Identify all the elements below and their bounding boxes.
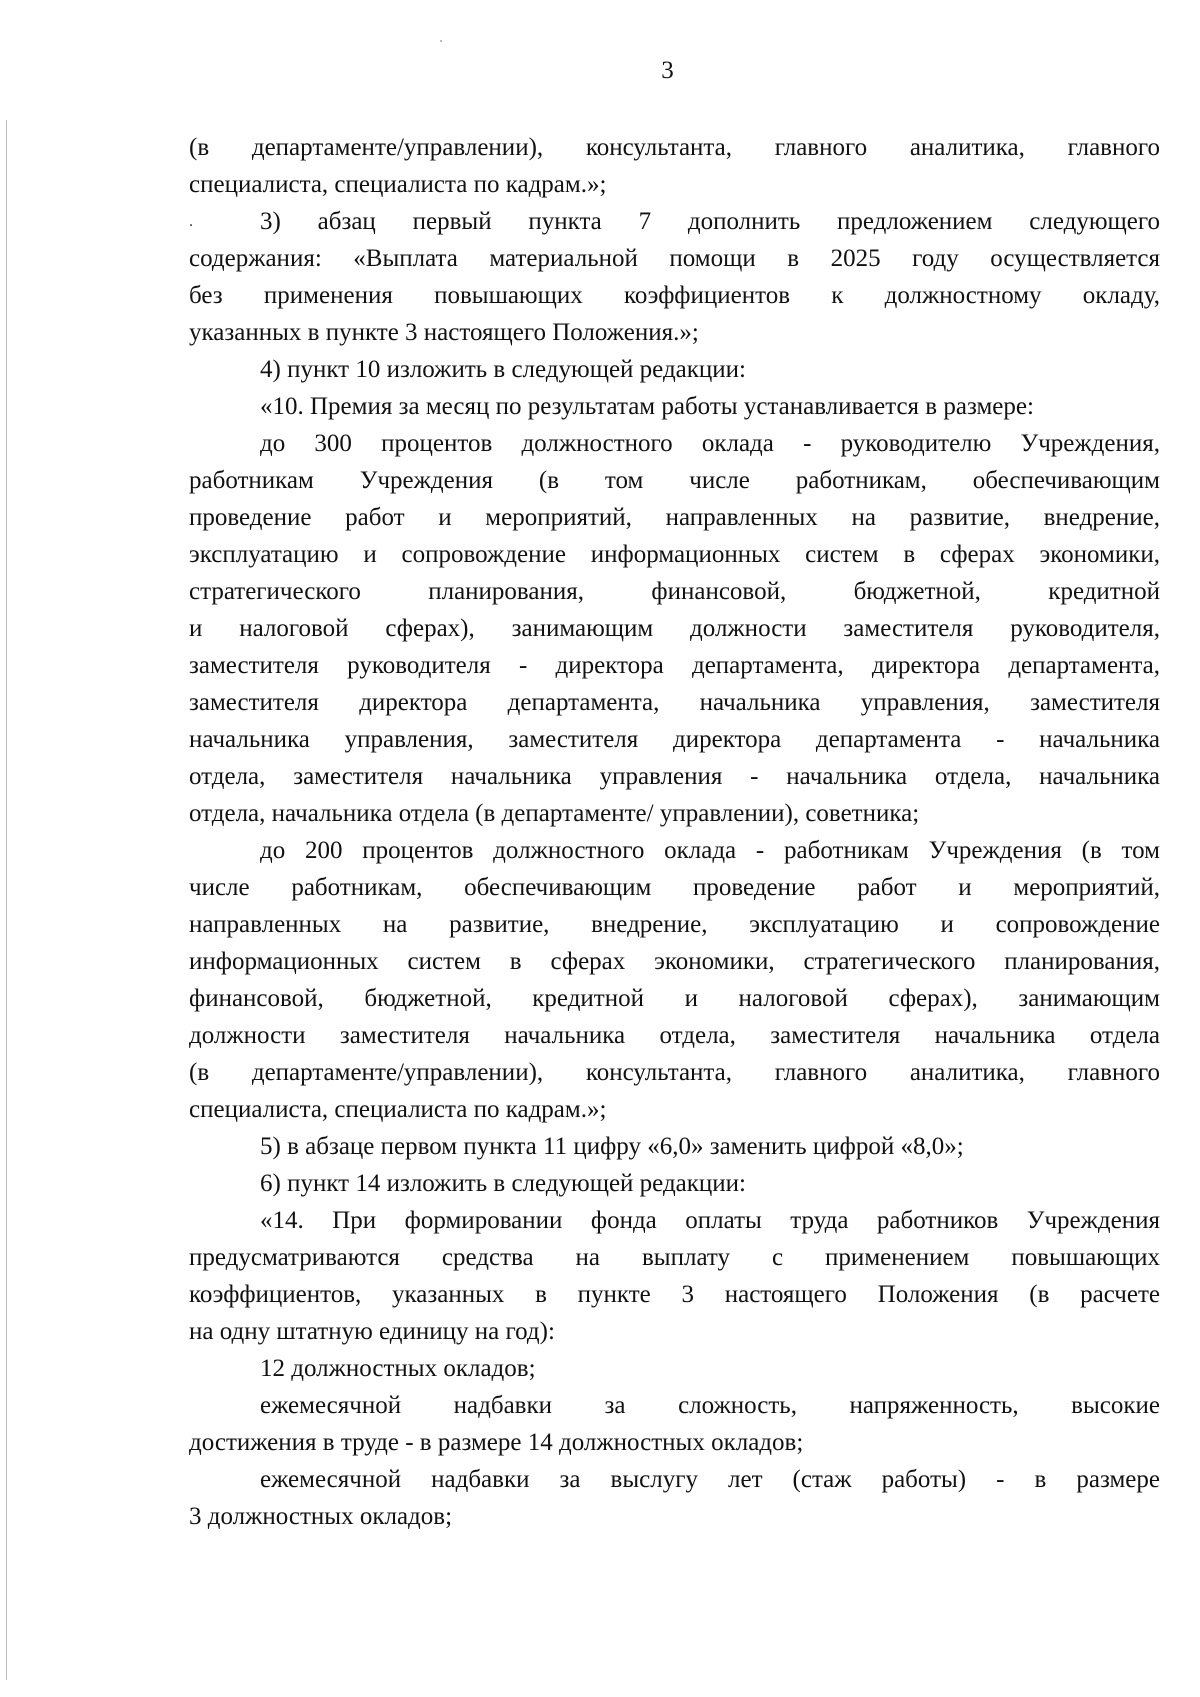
scan-speck bbox=[440, 40, 442, 42]
text-line: «10. Премия за месяц по результатам работы устанавливается в размере: bbox=[260, 393, 1034, 420]
text-line: финансовой, бюджетной, кредитной и налоговой сферах), занимающим bbox=[189, 985, 1160, 1012]
text-line: отдела, заместителя начальника управления - начальника отдела, начальника bbox=[189, 763, 1160, 790]
text-line: без применения повышающих коэффициентов к должностному окладу, bbox=[189, 282, 1160, 309]
text-line: и налоговой сферах), занимающим должности заместителя руководителя, bbox=[189, 615, 1160, 642]
text-line: отдела, начальника отдела (в департаменте/ управлении), советника; bbox=[189, 800, 920, 827]
text-line: специалиста, специалиста по кадрам.»; bbox=[189, 171, 607, 198]
text-line: работникам Учреждения (в том числе работникам, обеспечивающим bbox=[189, 467, 1160, 494]
text-line: стратегического планирования, финансовой, бюджетной, кредитной bbox=[189, 578, 1160, 605]
paragraph-item-3-line bbox=[189, 203, 1160, 240]
text-line: предусматриваются средства на выплату с применением повышающих bbox=[189, 1244, 1160, 1271]
text-line: начальника управления, заместителя директора департамента - начальника bbox=[189, 726, 1160, 753]
text-line: до 300 процентов должностного оклада - руководителю Учреждения, bbox=[260, 430, 1160, 457]
text-line: 4) пункт 10 изложить в следующей редакции: bbox=[260, 356, 746, 383]
text-line: 3) абзац первый пункта 7 дополнить предложением следующего bbox=[260, 208, 1160, 235]
text-line: «14. При формировании фонда оплаты труда работников Учреждения bbox=[260, 1207, 1160, 1234]
text-line: ежемесячной надбавки за выслугу лет (стаж работы) - в размере bbox=[260, 1466, 1160, 1493]
stray-mark: . bbox=[189, 213, 193, 230]
text-line: коэффициентов, указанных в пункте 3 настоящего Положения (в расчете bbox=[189, 1281, 1160, 1308]
text-line: (в департаменте/управлении), консультанта, главного аналитика, главного bbox=[189, 1059, 1160, 1086]
text-line: специалиста, специалиста по кадрам.»; bbox=[189, 1096, 607, 1123]
text-line: указанных в пункте 3 настоящего Положения.»; bbox=[189, 319, 699, 346]
text-line: заместителя директора департамента, начальника управления, заместителя bbox=[189, 689, 1160, 716]
text-line: 3 должностных окладов; bbox=[189, 1503, 453, 1530]
text-line: до 200 процентов должностного оклада - работникам Учреждения (в том bbox=[260, 837, 1160, 864]
text-line: направленных на развитие, внедрение, эксплуатацию и сопровождение bbox=[189, 911, 1160, 938]
text-line: 6) пункт 14 изложить в следующей редакции: bbox=[260, 1170, 746, 1197]
text-line: 5) в абзаце первом пункта 11 цифру «6,0» заменить цифрой «8,0»; bbox=[260, 1133, 964, 1160]
text-line: информационных систем в сферах экономики, стратегического планирования, bbox=[189, 948, 1160, 975]
document-body bbox=[189, 129, 1160, 1535]
text-line: достижения в труде - в размере 14 должностных окладов; bbox=[189, 1429, 804, 1456]
text-line: 12 должностных окладов; bbox=[260, 1355, 536, 1382]
text-line: числе работникам, обеспечивающим проведение работ и мероприятий, bbox=[189, 874, 1160, 901]
text-line: содержания: «Выплата материальной помощи в 2025 году осуществляется bbox=[189, 245, 1160, 272]
scan-edge-line bbox=[6, 120, 7, 1680]
text-line: должности заместителя начальника отдела, заместителя начальника отдела bbox=[189, 1022, 1160, 1049]
text-line: на одну штатную единицу на год): bbox=[189, 1318, 555, 1345]
text-line: ежемесячной надбавки за сложность, напряженность, высокие bbox=[260, 1392, 1160, 1419]
text-line: заместителя руководителя - директора департамента, директора департамента, bbox=[189, 652, 1160, 679]
text-line: (в департаменте/управлении), консультанта, главного аналитика, главного bbox=[189, 134, 1160, 161]
text-line: эксплуатацию и сопровождение информационных систем в сферах экономики, bbox=[189, 541, 1160, 568]
text-line: проведение работ и мероприятий, направленных на развитие, внедрение, bbox=[189, 504, 1160, 531]
page-number: 3 bbox=[661, 57, 674, 84]
